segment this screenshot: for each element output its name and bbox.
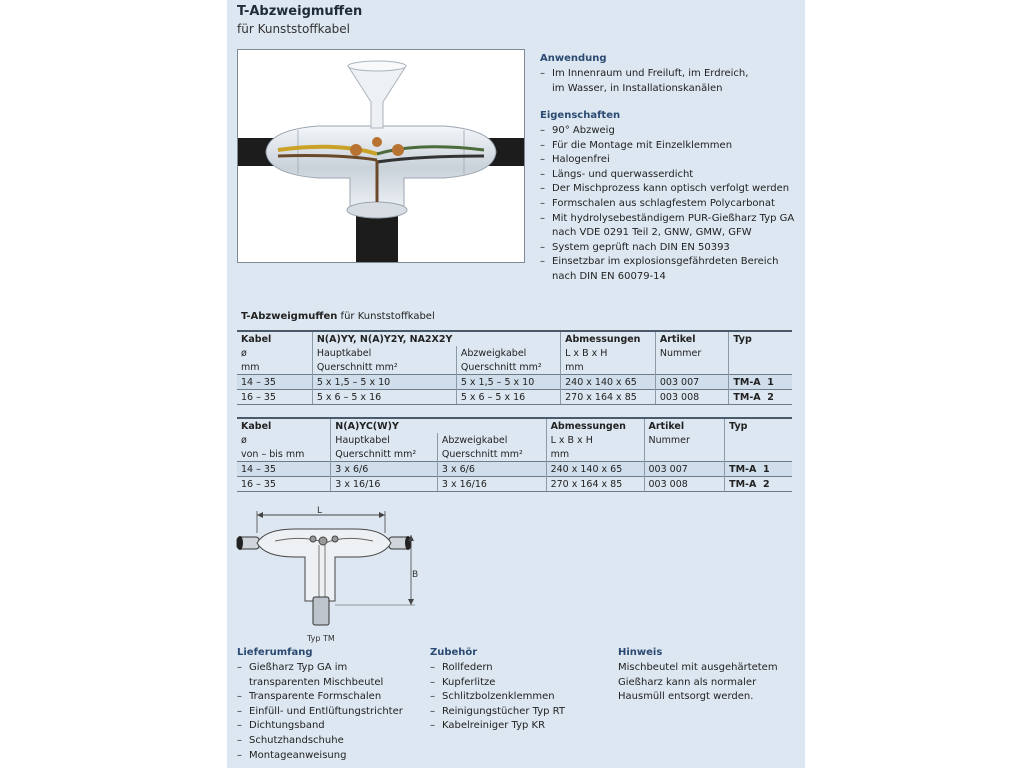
- list-item: [237, 749, 417, 764]
- zubehoer-list: [430, 661, 610, 734]
- table-cell: TM-A 1: [725, 462, 792, 477]
- anwendung-heading: Anwendung: [540, 53, 607, 64]
- hinweis-line: Mischbeutel mit ausgehärtetem: [618, 662, 778, 673]
- dash-bullet: –: [430, 705, 435, 717]
- table-header-row: [237, 447, 792, 462]
- list-item: [540, 139, 800, 154]
- table-cell: 3 x 16/16: [331, 477, 438, 492]
- header-cell: Querschnitt mm²: [456, 360, 560, 375]
- table-cell: 3 x 16/16: [437, 477, 546, 492]
- header-cell: Querschnitt mm²: [331, 447, 438, 462]
- header-cell: ø: [241, 347, 247, 359]
- list-item-text: Schlitzbolzenklemmen: [442, 691, 555, 703]
- list-item-text: Montageanweisung: [249, 749, 347, 761]
- list-item-text: Halogenfrei: [552, 154, 610, 166]
- header-cell: [729, 346, 792, 360]
- header-cell: Nummer: [644, 433, 725, 447]
- header-cell: Abmessungen: [561, 331, 656, 346]
- dash-bullet: –: [540, 68, 545, 79]
- list-item-text: nach DIN EN 60079-14: [552, 270, 666, 282]
- table-cell: 003 008: [655, 390, 729, 405]
- page-title: T-Abzweigmuffen: [237, 4, 363, 19]
- header-cell: [725, 433, 792, 447]
- list-item: [237, 676, 417, 691]
- table-caption: [241, 311, 435, 322]
- lieferumfang-heading: Lieferumfang: [237, 647, 313, 658]
- header-cell: ø: [241, 434, 247, 446]
- table-cell: 270 x 164 x 85: [546, 477, 644, 492]
- header-cell: Artikel: [655, 331, 729, 346]
- list-item: [540, 124, 800, 139]
- list-item-text: Im Innenraum und Freiluft, im Erdreich,: [552, 68, 749, 79]
- list-item-text: transparenten Mischbeutel: [249, 676, 384, 688]
- list-item: [237, 719, 417, 734]
- header-cell: [729, 360, 792, 375]
- table-header-row: [237, 360, 792, 375]
- list-item-text: Für die Montage mit Einzelklemmen: [552, 139, 733, 151]
- dash-bullet: –: [540, 154, 545, 166]
- list-item-text: Formschalen aus schlagfestem Polycarbonat: [552, 197, 775, 209]
- header-cell: Artikel: [644, 418, 725, 433]
- table-cell: 270 x 164 x 85: [561, 390, 656, 405]
- list-item: [237, 661, 417, 676]
- header-cell: Typ: [725, 418, 792, 433]
- dash-bullet: –: [430, 691, 435, 703]
- list-item: [540, 182, 800, 197]
- list-item: [540, 270, 800, 285]
- dash-bullet: –: [540, 168, 545, 180]
- list-item: [540, 255, 800, 270]
- header-cell: Hauptkabel: [331, 433, 438, 447]
- table-cell: TM-A 1: [729, 375, 792, 390]
- header-cell: [725, 447, 792, 462]
- list-item: [430, 690, 610, 705]
- header-cell: mm: [241, 361, 260, 373]
- list-item-text: im Wasser, in Installationskanälen: [552, 82, 723, 94]
- list-item-text: Längs- und querwasserdicht: [552, 168, 694, 180]
- list-item: [237, 705, 417, 720]
- dash-bullet: –: [237, 720, 242, 732]
- spec-table-2: [237, 417, 792, 492]
- table-row: [237, 477, 792, 492]
- header-cell: Kabel: [237, 418, 331, 433]
- table-header-row: [237, 418, 792, 433]
- dash-bullet: –: [430, 720, 435, 732]
- table-cell: 5 x 1,5 – 5 x 10: [456, 375, 560, 390]
- header-cell: Querschnitt mm²: [312, 360, 456, 375]
- spec-table-1: [237, 330, 792, 405]
- table-cell: 16 – 35: [237, 477, 331, 492]
- list-item-text: 90° Abzweig: [552, 125, 615, 136]
- dash-bullet: –: [237, 705, 242, 717]
- table-cell: 5 x 6 – 5 x 16: [312, 390, 456, 405]
- dash-bullet: –: [540, 241, 545, 253]
- table-cell: 240 x 140 x 65: [546, 462, 644, 477]
- list-item: [540, 197, 800, 212]
- table-cell: 5 x 1,5 – 5 x 10: [312, 375, 456, 390]
- zubehoer-heading: Zubehör: [430, 647, 478, 658]
- list-item-text: Rollfedern: [442, 662, 493, 673]
- header-cell: L x B x H: [546, 433, 644, 447]
- list-item-text: Kabelreiniger Typ KR: [442, 720, 546, 732]
- table-cell: 5 x 6 – 5 x 16: [456, 390, 560, 405]
- list-item: [540, 82, 800, 97]
- header-cell: mm: [561, 360, 656, 375]
- anwendung-list: [540, 67, 800, 96]
- header-cell: Kabel: [237, 331, 312, 346]
- header-cell: Typ: [729, 331, 792, 346]
- label-l: L: [317, 506, 323, 516]
- list-item-text: nach VDE 0291 Teil 2, GNW, GMW, GFW: [552, 227, 752, 239]
- list-item-text: Transparente Formschalen: [249, 691, 382, 703]
- hinweis-text: [618, 661, 778, 705]
- list-item-text: Einfüll- und Entlüftungstrichter: [249, 705, 403, 717]
- table-cell: 003 007: [655, 375, 729, 390]
- eigenschaften-list: [540, 124, 800, 285]
- list-item-text: Reinigungstücher Typ RT: [442, 705, 565, 717]
- table-row: [237, 390, 792, 405]
- list-item-text: Gießharz Typ GA im: [249, 662, 348, 673]
- dash-bullet: –: [540, 139, 545, 151]
- diagram-caption: Typ TM: [307, 634, 335, 643]
- header-cell: L x B x H: [561, 346, 656, 360]
- list-item: [540, 212, 800, 227]
- dash-bullet: –: [540, 125, 545, 136]
- dash-bullet: –: [237, 734, 242, 746]
- dash-bullet: –: [237, 749, 242, 761]
- header-cell: N(A)YC(W)Y: [331, 418, 438, 433]
- list-item: [430, 676, 610, 691]
- table-cell: 16 – 35: [237, 390, 312, 405]
- table-cell: 003 007: [644, 462, 725, 477]
- list-item-text: Schutzhandschuhe: [249, 734, 344, 746]
- table-cell: TM-A 2: [725, 477, 792, 492]
- header-cell: [655, 360, 729, 375]
- header-cell: von – bis mm: [241, 448, 305, 460]
- header-cell: N(A)YY, N(A)Y2Y, NA2X2Y: [312, 331, 456, 346]
- dash-bullet: –: [237, 691, 242, 703]
- list-item: [430, 719, 610, 734]
- table-cell: 3 x 6/6: [331, 462, 438, 477]
- dash-bullet: –: [237, 662, 242, 673]
- table-header-row: [237, 346, 792, 360]
- list-item: [540, 168, 800, 183]
- header-cell: Querschnitt mm²: [437, 447, 546, 462]
- table-row: [237, 462, 792, 477]
- hinweis-heading: Hinweis: [618, 647, 663, 658]
- dimension-diagram: [235, 505, 425, 645]
- list-item-text: Kupferlitze: [442, 676, 496, 688]
- list-item-text: System geprüft nach DIN EN 50393: [552, 241, 730, 253]
- table-cell: 003 008: [644, 477, 725, 492]
- header-cell: [437, 418, 546, 433]
- header-cell: Abzweigkabel: [456, 346, 560, 360]
- list-item: [237, 734, 417, 749]
- product-photo: [237, 49, 525, 263]
- table-caption-rest: für Kunststoffkabel: [337, 311, 435, 322]
- header-cell: Hauptkabel: [312, 346, 456, 360]
- label-b: B: [412, 570, 419, 580]
- list-item: [540, 67, 800, 82]
- dash-bullet: –: [540, 256, 545, 268]
- page-subtitle: für Kunststoffkabel: [237, 22, 351, 36]
- dash-bullet: –: [540, 212, 545, 224]
- list-item: [540, 241, 800, 256]
- header-cell: mm: [546, 447, 644, 462]
- list-item: [540, 226, 800, 241]
- table-cell: TM-A 2: [729, 390, 792, 405]
- list-item: [430, 661, 610, 676]
- list-item-text: Einsetzbar im explosionsgefährdeten Bereich: [552, 256, 779, 268]
- dash-bullet: –: [430, 662, 435, 673]
- dash-bullet: –: [540, 183, 545, 195]
- list-item-text: Mit hydrolysebeständigem PUR-Gießharz Typ GA: [552, 212, 795, 224]
- hinweis-line: Gießharz kann als normaler: [618, 676, 757, 688]
- eigenschaften-heading: Eigenschaften: [540, 110, 621, 121]
- header-cell: [456, 331, 560, 346]
- table-row: [237, 375, 792, 390]
- table-cell: 14 – 35: [237, 375, 312, 390]
- table-cell: 3 x 6/6: [437, 462, 546, 477]
- hinweis-line: Hausmüll entsorgt werden.: [618, 691, 754, 703]
- table-header-row: [237, 331, 792, 346]
- header-cell: Abmessungen: [546, 418, 644, 433]
- list-item: [430, 705, 610, 720]
- table-header-row: [237, 433, 792, 447]
- table-caption-bold: T-Abzweigmuffen: [241, 311, 338, 322]
- list-item: [540, 153, 800, 168]
- list-item-text: Der Mischprozess kann optisch verfolgt werden: [552, 183, 790, 195]
- table-cell: 240 x 140 x 65: [561, 375, 656, 390]
- lieferumfang-list: [237, 661, 417, 763]
- dash-bullet: –: [540, 197, 545, 209]
- dash-bullet: –: [430, 676, 435, 688]
- header-cell: Abzweigkabel: [437, 433, 546, 447]
- list-item: [237, 690, 417, 705]
- header-cell: [644, 447, 725, 462]
- list-item-text: Dichtungsband: [249, 720, 325, 732]
- header-cell: Nummer: [655, 346, 729, 360]
- table-cell: 14 – 35: [237, 462, 331, 477]
